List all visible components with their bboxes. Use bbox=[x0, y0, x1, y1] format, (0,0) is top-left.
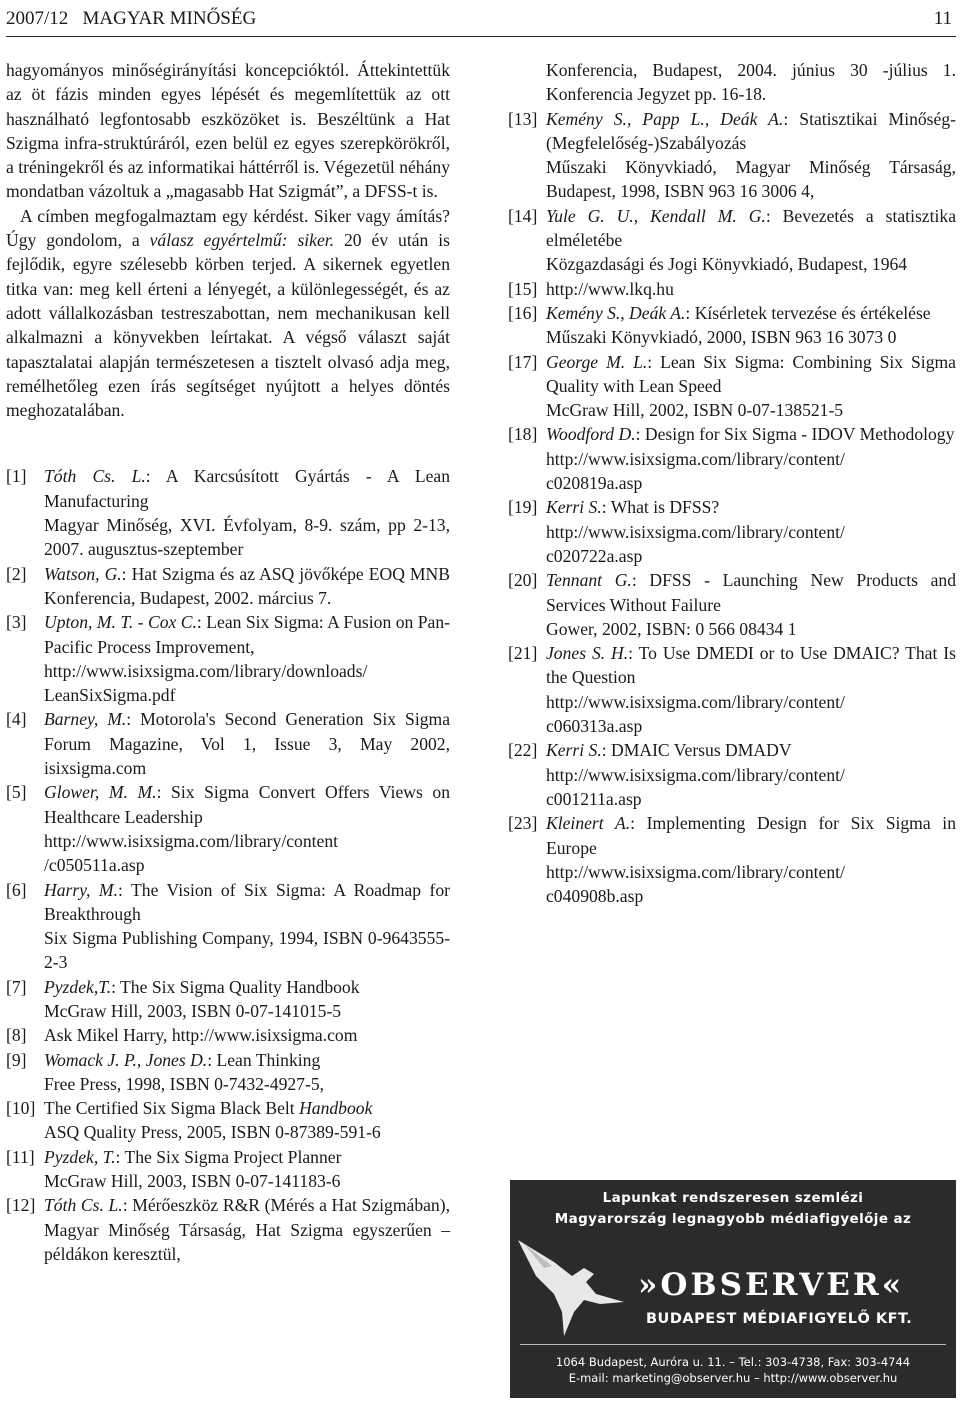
reference-author: Tennant G. bbox=[546, 570, 632, 591]
ad-tagline-1: Lapunkat rendszeresen szemlézi bbox=[602, 1190, 864, 1206]
reference-item bbox=[6, 780, 450, 877]
reference-number: [12] bbox=[6, 1195, 36, 1216]
reference-item bbox=[6, 610, 450, 707]
reference-item bbox=[6, 1145, 450, 1194]
reference-number: [19] bbox=[508, 497, 538, 518]
reference-body bbox=[546, 568, 956, 641]
reference-number: [4] bbox=[6, 709, 27, 730]
reference-number: [18] bbox=[508, 424, 538, 445]
reference-number: [21] bbox=[508, 643, 538, 664]
reference-detail: http://www.isixsigma.com/library/content/ bbox=[546, 448, 845, 469]
reference-detail: http://www.isixsigma.com/library/content/ bbox=[546, 691, 845, 712]
reference-item bbox=[6, 878, 450, 975]
reference-list-right bbox=[508, 107, 956, 909]
reference-item bbox=[508, 495, 956, 568]
reference-detail: ASQ Quality Press, 2005, ISBN 0-87389-591-6 bbox=[44, 1122, 381, 1143]
reference-body bbox=[546, 738, 956, 811]
reference-body bbox=[44, 1193, 450, 1266]
reference-number: [20] bbox=[508, 570, 538, 591]
reference-author: Glower, M. M. bbox=[44, 782, 157, 803]
reference-detail: http://www.isixsigma.com/library/content/ bbox=[546, 521, 845, 542]
journal-issue-title: 2007/12 MAGYAR MINŐSÉG bbox=[6, 8, 257, 29]
observer-subtitle: BUDAPEST MÉDIAFIGYELŐ KFT. bbox=[646, 1311, 913, 1327]
reference-title: : What is DFSS? bbox=[601, 497, 720, 518]
body-paragraph-2-c: 20 év után is fejlődik, egyre szélesebb körben terjed. A sikernek egyetlen titka van: meg kell érteni a lényegét, a különlegességét, és az adott vállalkozásban testreszabottan, nem mechanikusan kell alkalmazni a könyvekben leírtakat. A végső választ saját tapasztalatai alapján természetesen a tisztelt olvasó adja meg, remélhetőleg ezen írás segítséget nyújtott a helyes döntés meghozatalában. bbox=[6, 230, 450, 421]
reference-item bbox=[508, 204, 956, 277]
reference-body bbox=[44, 975, 450, 1024]
reference-body bbox=[546, 277, 956, 301]
reference-detail: c020819a.asp bbox=[546, 473, 643, 494]
body-paragraph-2-a: A címben megfogalmaztam egy kérdést. Siker vagy ámítás? Úgy gondolom, a bbox=[6, 205, 450, 251]
reference-title: The Certified Six Sigma Black Belt bbox=[44, 1098, 300, 1119]
reference-title: : Design for Six Sigma - IDOV Methodology bbox=[635, 424, 955, 445]
reference-title: : Lean Six Sigma: A Fusion on Pan-Pacific Process Improvement, bbox=[44, 612, 450, 657]
reference-item bbox=[508, 107, 956, 204]
reference-detail: Magyar Minőség, XVI. Évfolyam, 8-9. szám, pp 2-13, 2007. augusztus-szeptember bbox=[44, 515, 450, 560]
reference-body bbox=[44, 707, 450, 780]
reference-detail: Six Sigma Publishing Company, 1994, ISBN 0-9643555-2-3 bbox=[44, 928, 450, 973]
reference-12-continuation: Konferencia, Budapest, 2004. június 30 -július 1. Konferencia Jegyzet pp. 16-18. bbox=[546, 60, 956, 105]
reference-number: [11] bbox=[6, 1146, 35, 1167]
reference-detail: c060313a.asp bbox=[546, 716, 643, 737]
reference-item bbox=[6, 975, 450, 1024]
reference-item bbox=[6, 1096, 450, 1145]
reference-number: [9] bbox=[6, 1049, 27, 1070]
page-number: 11 bbox=[933, 8, 952, 29]
reference-detail: Közgazdasági és Jogi Könyvkiadó, Budapest, 1964 bbox=[546, 254, 908, 275]
reference-author: Barney, M. bbox=[44, 709, 127, 730]
reference-author: Kerri S. bbox=[546, 740, 602, 761]
reference-item bbox=[508, 350, 956, 423]
reference-title: : Kísérletek tervezése és értékelése bbox=[685, 302, 931, 323]
reference-title: : Motorola's Second Generation Six Sigma Forum Magazine, Vol 1, Issue 3, May 2002, isixsigma.com bbox=[44, 709, 450, 779]
reference-author: Jones S. H. bbox=[546, 643, 629, 664]
reference-title: : The Six Sigma Quality Handbook bbox=[111, 976, 360, 997]
reference-number: [22] bbox=[508, 740, 538, 761]
reference-item bbox=[508, 641, 956, 738]
reference-author: Yule G. U., Kendall M. G. bbox=[546, 205, 766, 226]
reference-number: [10] bbox=[6, 1098, 36, 1119]
reference-author: Harry, M. bbox=[44, 879, 118, 900]
reference-item bbox=[508, 301, 956, 350]
reference-title: : The Vision of Six Sigma: A Roadmap for Breakthrough bbox=[44, 879, 451, 924]
reference-detail: http://www.isixsigma.com/library/content/ bbox=[546, 861, 845, 882]
observer-advertisement bbox=[510, 1180, 956, 1398]
reference-number: [23] bbox=[508, 813, 538, 834]
reference-title: : Lean Thinking bbox=[207, 1049, 321, 1070]
reference-detail: /c050511a.asp bbox=[44, 855, 145, 876]
reference-number: [16] bbox=[508, 302, 538, 323]
reference-number: [15] bbox=[508, 278, 538, 299]
right-column bbox=[508, 58, 956, 908]
reference-body bbox=[44, 1023, 450, 1047]
ad-tagline-2: Magyarország legnagyobb médiafigyelője az bbox=[554, 1211, 912, 1227]
body-paragraph-1: hagyományos minőségirányítási koncepcióktól. Áttekintettük az öt fázis minden egyes lépését és megemlítettük az ott használható legfontosabb eszközöket is. Beszéltünk a Hat Szigma infra-struktúráról, ezen belül ez egyes szerepkörökről, a tréningekről és az informatikai háttérről is. Végezetül néhány mondatban vázoltuk a „magasabb Hat Szigmát”, a DFSS-t is. bbox=[6, 60, 450, 202]
ad-contact-email: E-mail: marketing@observer.hu – http://www.observer.hu bbox=[568, 1371, 898, 1385]
reference-author: Pyzdek,T. bbox=[44, 976, 112, 997]
reference-item bbox=[6, 1023, 450, 1047]
reference-body bbox=[44, 1096, 450, 1145]
reference-number: [8] bbox=[6, 1025, 27, 1046]
reference-title: : Statisztikai Minőség-(Megfelelőség-)Szabályozás bbox=[546, 108, 956, 153]
body-paragraph-2-emphasis: válasz egyértelmű: siker. bbox=[149, 230, 335, 251]
reference-number: [3] bbox=[6, 612, 27, 633]
reference-author: George M. L. bbox=[546, 351, 648, 372]
reference-author: Watson, G. bbox=[44, 563, 122, 584]
reference-body bbox=[546, 204, 956, 277]
reference-detail: Műszaki Könyvkiadó, Magyar Minőség Társaság, Budapest, 1998, ISBN 963 16 3006 4, bbox=[546, 157, 956, 202]
reference-item bbox=[508, 568, 956, 641]
reference-continuation bbox=[508, 58, 956, 107]
reference-detail: http://www.isixsigma.com/library/downloads/ bbox=[44, 660, 368, 681]
reference-item bbox=[6, 464, 450, 561]
reference-author: Woodford D. bbox=[546, 424, 636, 445]
reference-author: Kerri S. bbox=[546, 497, 602, 518]
reference-number: [7] bbox=[6, 976, 27, 997]
reference-title: : Implementing Design for Six Sigma in Europe bbox=[546, 813, 956, 858]
reference-body bbox=[44, 464, 450, 561]
reference-item bbox=[508, 277, 956, 301]
reference-detail: McGraw Hill, 2003, ISBN 0-07-141015-5 bbox=[44, 1000, 342, 1021]
reference-detail: c020722a.asp bbox=[546, 545, 643, 566]
reference-item bbox=[6, 707, 450, 780]
reference-detail: McGraw Hill, 2003, ISBN 0-07-141183-6 bbox=[44, 1171, 341, 1192]
reference-author: Pyzdek, T. bbox=[44, 1146, 116, 1167]
page-header bbox=[6, 0, 956, 37]
reference-title: http://www.lkq.hu bbox=[546, 278, 674, 299]
reference-number: [13] bbox=[508, 108, 538, 129]
body-paragraph-2 bbox=[6, 204, 450, 423]
reference-title: : Lean Six Sigma: Combining Six Sigma Quality with Lean Speed bbox=[546, 351, 956, 396]
reference-title: : The Six Sigma Project Planner bbox=[115, 1146, 342, 1167]
reference-number: [14] bbox=[508, 205, 538, 226]
reference-author: Womack J. P., Jones D. bbox=[44, 1049, 208, 1070]
reference-number: [2] bbox=[6, 563, 27, 584]
reference-body bbox=[546, 811, 956, 908]
reference-number: [5] bbox=[6, 782, 27, 803]
reference-body bbox=[44, 878, 450, 975]
ad-contact-address: 1064 Budapest, Auróra u. 11. – Tel.: 303-4738, Fax: 303-4744 bbox=[555, 1355, 911, 1369]
reference-title: : Six Sigma Convert Offers Views on Healthcare Leadership bbox=[44, 782, 451, 827]
reference-title: : DFSS - Launching New Products and Services Without Failure bbox=[546, 570, 957, 615]
reference-title: : A Karcsúsított Gyártás - A Lean Manufacturing bbox=[44, 466, 450, 511]
reference-body bbox=[546, 422, 956, 495]
reference-title: : Mérőeszköz R&R (Mérés a Hat Szigmában), Magyar Minőség Társaság, Hat Szigma egyszerűen – példákon keresztül, bbox=[44, 1195, 450, 1264]
ad-tagline bbox=[510, 1188, 956, 1230]
reference-item bbox=[6, 1048, 450, 1097]
reference-item bbox=[508, 811, 956, 908]
reference-body bbox=[546, 107, 956, 204]
reference-title: : Hat Szigma és az ASQ jövőképe EOQ MNB Konferencia, Budapest, 2002. március 7. bbox=[44, 563, 450, 608]
reference-author: Upton, M. T. - Cox C. bbox=[44, 612, 197, 633]
ad-contact bbox=[510, 1354, 956, 1386]
reference-item bbox=[508, 738, 956, 811]
reference-title-italic: Handbook bbox=[299, 1098, 373, 1119]
reference-number: [1] bbox=[6, 466, 27, 487]
reference-title: : Bevezetés a statisztika elméletébe bbox=[546, 205, 957, 251]
reference-title: Ask Mikel Harry, http://www.isixsigma.com bbox=[44, 1025, 358, 1046]
reference-author: Tóth Cs. L. bbox=[44, 1195, 123, 1216]
reference-title: : DMAIC Versus DMADV bbox=[601, 740, 792, 761]
reference-body bbox=[44, 1145, 450, 1194]
reference-detail: http://www.isixsigma.com/library/content/ bbox=[546, 764, 845, 785]
observer-logo-text: »OBSERVER« bbox=[638, 1267, 905, 1303]
reference-title: : To Use DMEDI or to Use DMAIC? That Is the Question bbox=[546, 643, 956, 688]
reference-detail: c040908b.asp bbox=[546, 886, 644, 907]
reference-detail: Gower, 2002, ISBN: 0 566 08434 1 bbox=[546, 618, 797, 639]
reference-item bbox=[508, 422, 956, 495]
reference-author: Kemény S., Deák A. bbox=[546, 302, 686, 323]
reference-detail: c001211a.asp bbox=[546, 788, 642, 809]
reference-detail: McGraw Hill, 2002, ISBN 0-07-138521-5 bbox=[546, 400, 844, 421]
reference-number: [17] bbox=[508, 351, 538, 372]
left-column bbox=[6, 58, 450, 1266]
reference-item bbox=[6, 1193, 450, 1266]
reference-body bbox=[44, 610, 450, 707]
reference-number: [6] bbox=[6, 879, 27, 900]
eagle-logo-icon bbox=[514, 1232, 632, 1342]
reference-author: Kemény S., Papp L., Deák A. bbox=[546, 108, 784, 129]
reference-author: Kleinert A. bbox=[546, 813, 631, 834]
reference-detail: http://www.isixsigma.com/library/content bbox=[44, 830, 338, 851]
reference-body bbox=[44, 562, 450, 611]
reference-item bbox=[6, 562, 450, 611]
reference-detail: LeanSixSigma.pdf bbox=[44, 685, 176, 706]
reference-list-left bbox=[6, 464, 450, 1266]
reference-author: Tóth Cs. L. bbox=[44, 466, 146, 487]
reference-body bbox=[546, 495, 956, 568]
reference-body bbox=[546, 301, 956, 350]
reference-detail: Free Press, 1998, ISBN 0-7432-4927-5, bbox=[44, 1073, 325, 1094]
reference-body bbox=[44, 780, 450, 877]
reference-detail: Műszaki Könyvkiadó, 2000, ISBN 963 16 3073 0 bbox=[546, 327, 897, 348]
reference-body bbox=[44, 1048, 450, 1097]
reference-body bbox=[546, 641, 956, 738]
reference-body bbox=[546, 350, 956, 423]
